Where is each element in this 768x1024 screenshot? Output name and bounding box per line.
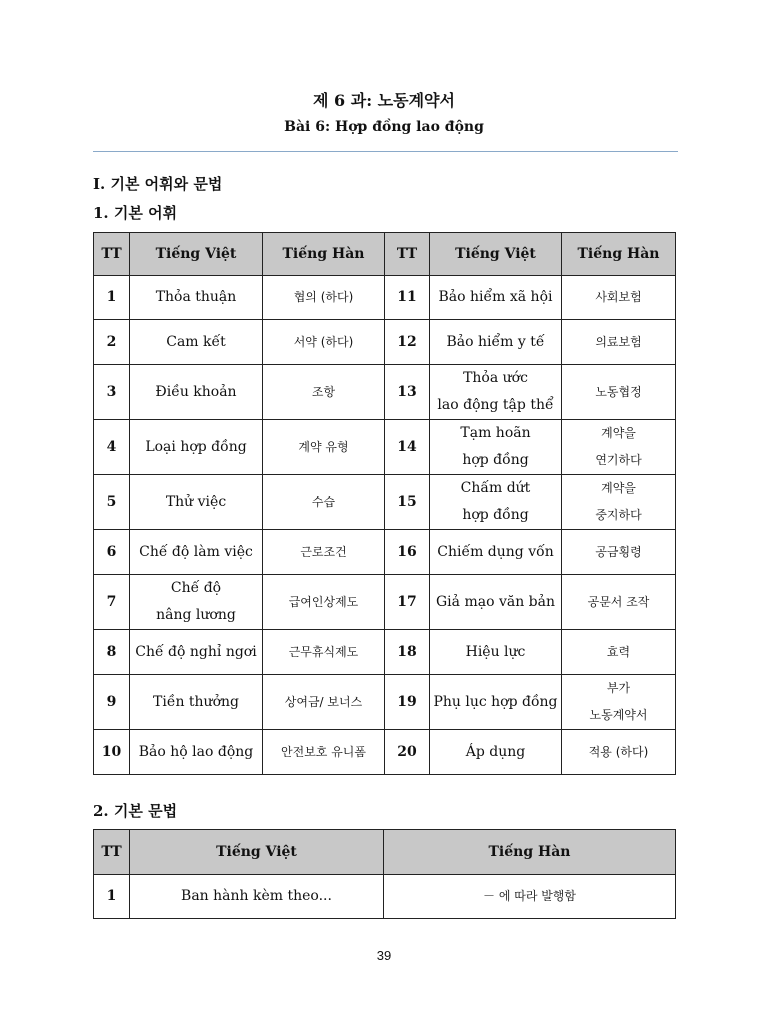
korean-term: 사회보험: [562, 276, 676, 320]
vietnamese-term: Bảo hộ lao động: [130, 730, 263, 775]
row-number: 14: [385, 420, 430, 475]
page-number: 39: [376, 948, 392, 963]
row-number: 4: [94, 420, 130, 475]
grammar-heading: 2. 기본 문법: [93, 802, 178, 820]
col-header-tt: TT: [94, 233, 130, 276]
vietnamese-term: Tiền thưởng: [130, 675, 263, 730]
korean-term: － 에 따라 발행함: [384, 875, 676, 919]
col-header-korean: Tiếng Hàn: [384, 830, 676, 875]
table-row: [94, 730, 676, 775]
row-number: 19: [385, 675, 430, 730]
col-header-vietnamese: Tiếng Việt: [130, 233, 263, 276]
vocab-heading: 1. 기본 어휘: [93, 204, 178, 222]
korean-term: 안전보호 유니폼: [263, 730, 385, 775]
vietnamese-term: Bảo hiểm y tế: [430, 320, 562, 365]
vietnamese-term: Điều khoản: [130, 365, 263, 420]
col-header-vietnamese-2: Tiếng Việt: [430, 233, 562, 276]
row-number: 13: [385, 365, 430, 420]
table-row: [94, 475, 676, 530]
row-number: 2: [94, 320, 130, 365]
korean-term: 서약 (하다): [263, 320, 385, 365]
vietnamese-term: Hiệu lực: [430, 630, 562, 675]
korean-term: 공금횡령: [562, 530, 676, 575]
vietnamese-term: Chiếm dụng vốn: [430, 530, 562, 575]
row-number: 20: [385, 730, 430, 775]
korean-term: 공문서 조작: [562, 575, 676, 630]
vocab-table: [93, 232, 676, 775]
korean-term: 조항: [263, 365, 385, 420]
vietnamese-term: Giả mạo văn bản: [430, 575, 562, 630]
vietnamese-term: Chấm dứt hợp đồng: [430, 475, 562, 530]
section-heading: I. 기본 어휘와 문법: [93, 175, 223, 193]
vietnamese-term: Thỏa thuận: [130, 276, 263, 320]
vietnamese-term: Áp dụng: [430, 730, 562, 775]
row-number: 17: [385, 575, 430, 630]
col-header-tt-2: TT: [385, 233, 430, 276]
vietnamese-term: Chế độ nâng lương: [130, 575, 263, 630]
korean-term: 급여인상제도: [263, 575, 385, 630]
row-number: 10: [94, 730, 130, 775]
korean-term: 의료보험: [562, 320, 676, 365]
vietnamese-term: Ban hành kèm theo...: [130, 875, 384, 919]
vietnamese-term: Cam kết: [130, 320, 263, 365]
korean-term: 근로조건: [263, 530, 385, 575]
row-number: 8: [94, 630, 130, 675]
grammar-header-row: [94, 830, 676, 875]
row-number: 16: [385, 530, 430, 575]
row-number: 15: [385, 475, 430, 530]
korean-term: 부가 노동계약서: [562, 675, 676, 730]
table-row: [94, 365, 676, 420]
table-row: [94, 320, 676, 365]
vietnamese-term: Bảo hiểm xã hội: [430, 276, 562, 320]
vietnamese-term: Thử việc: [130, 475, 263, 530]
vocab-header-row: [94, 233, 676, 276]
row-number: 6: [94, 530, 130, 575]
korean-term: 계약 유형: [263, 420, 385, 475]
vietnamese-term: Phụ lục hợp đồng: [430, 675, 562, 730]
korean-term: 근무휴식제도: [263, 630, 385, 675]
table-row: [94, 575, 676, 630]
row-number: 7: [94, 575, 130, 630]
row-number: 1: [94, 875, 130, 919]
table-row: [94, 875, 676, 919]
col-header-tt: TT: [94, 830, 130, 875]
table-row: [94, 530, 676, 575]
col-header-korean-2: Tiếng Hàn: [562, 233, 676, 276]
col-header-vietnamese: Tiếng Việt: [130, 830, 384, 875]
row-number: 5: [94, 475, 130, 530]
korean-term: 적용 (하다): [562, 730, 676, 775]
col-header-korean: Tiếng Hàn: [263, 233, 385, 276]
page-title: 제 6 과: 노동계약서: [313, 91, 455, 110]
table-row: [94, 420, 676, 475]
vietnamese-term: Tạm hoãn hợp đồng: [430, 420, 562, 475]
vietnamese-term: Chế độ làm việc: [130, 530, 263, 575]
table-row: [94, 630, 676, 675]
row-number: 12: [385, 320, 430, 365]
grammar-table: [93, 829, 676, 919]
row-number: 1: [94, 276, 130, 320]
korean-term: 계약을 중지하다: [562, 475, 676, 530]
row-number: 11: [385, 276, 430, 320]
row-number: 3: [94, 365, 130, 420]
table-row: [94, 675, 676, 730]
korean-term: 상여금/ 보너스: [263, 675, 385, 730]
korean-term: 협의 (하다): [263, 276, 385, 320]
title-divider: [93, 151, 678, 152]
table-row: [94, 276, 676, 320]
korean-term: 수습: [263, 475, 385, 530]
row-number: 18: [385, 630, 430, 675]
vietnamese-term: Chế độ nghỉ ngơi: [130, 630, 263, 675]
korean-term: 효력: [562, 630, 676, 675]
row-number: 9: [94, 675, 130, 730]
page-subtitle: Bài 6: Hợp đồng lao động: [284, 119, 484, 135]
korean-term: 노동협정: [562, 365, 676, 420]
vietnamese-term: Loại hợp đồng: [130, 420, 263, 475]
korean-term: 계약을 연기하다: [562, 420, 676, 475]
vietnamese-term: Thỏa ước lao động tập thể: [430, 365, 562, 420]
